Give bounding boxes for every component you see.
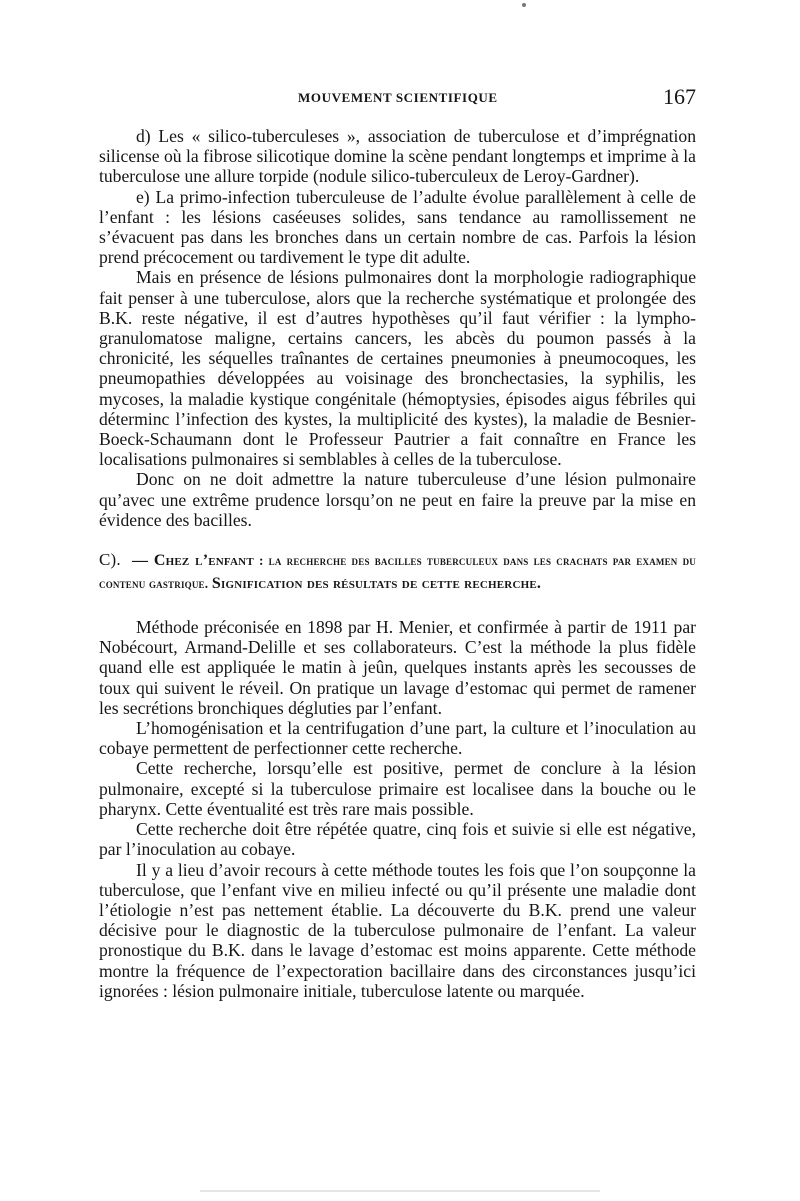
paragraph-repetition: Cette recherche doit être répétée quatre, cinq fois et suivie si elle est négative, par l’inoculation au cobaye. (99, 819, 696, 860)
paragraph-primo-infection-adulte: e) La primo-infection tuberculeuse de l’adulte évolue parallèlement à celle de l’enfant : les lésions caséeuses solides, sans tendance au ramollissement ne s’évacuent pas dans les bronches dans un certain nombre de cas. Parfois la lésion prend précocement ou tardivement le type dit adulte. (99, 186, 696, 268)
page-header (100, 84, 696, 116)
section-heading (99, 548, 696, 595)
section-number: C). (99, 550, 121, 570)
paragraph-recherche-positive: Cette recherche, lorsqu’elle est positive, permet de conclure à la lésion pulmonaire, excepté si la tuberculose primaire est localisee dans la bouche ou le pharynx. Cette éventualité est très rare mais possible. (99, 758, 696, 819)
paragraph-recours-methode: Il y a lieu d’avoir recours à cette méthode toutes les fois que l’on soupçonne la tuberculose, que l’enfant vive en milieu infecté ou qu’il présente une maladie dont l’étiologie n’est pas nettement établie. La découverte du B.K. prend une valeur décisive pour le diagnostic de la tuberculose pulmonaire de l’enfant. La valeur pronostique du B.K. dans le lavage d’estomac est moins apparente. Cette méthode montre la fréquence de l’expectoration bacillaire dans des circonstances jusqu’ici ignorées : lésion pulmonaire initiale, tuberculose latente ou marquée. (99, 859, 696, 1001)
section-title-part2: : la recherche des bacilles tuberculeux dans les crachats par examen du contenu gastrique. (99, 553, 696, 592)
paragraph-prudence: Donc on ne doit admettre la nature tuberculeuse d’une lésion pulmonaire qu’avec une extrême prudence lorsqu’on ne peut en faire la preuve par la mise en évidence des bacilles. (99, 469, 696, 530)
paragraph-homogenisation: L’homogénisation et la centrifugation d’une part, la culture et l’inoculation au cobaye permettent de perfectionner cette recherche. (99, 718, 696, 759)
page-number: 167 (663, 84, 696, 109)
running-title: MOUVEMENT SCIENTIFIQUE (298, 90, 498, 105)
paragraph-silico-tuberculoses: d) Les « silico-tuberculeses », association de tuberculose et d’imprégnation silicense où la fibrose silicotique domine la scène pendant longtemps et imprime à la tuberculose une allure torpide (nodule silico-tuberculeux de Leroy-Gardner). (99, 126, 696, 187)
section-title-part1: — Chez l’enfant (131, 552, 254, 570)
bottom-edge-shadow (200, 1190, 600, 1192)
page-speck (522, 3, 526, 7)
paragraph-diagnostic-differentiel: Mais en présence de lésions pulmonaires dont la morphologie radiographique fait penser à une tuberculose, alors que la recherche systématique et prolongée des B.K. reste négative, il est d’autres hypothèses qu’il faut vérifier : la lympho-granulomatose maligne, certains cancers, les abcès du poumon passés à la chronicité, les séquelles traînantes de certaines pneumonies à pneumocoques, les pneumopathies développées au voisinage des bronchectasies, la syphilis, les mycoses, la maladie kystique congénitale (hémoptysies, épisodes aigus fébriles qui déterminc l’infection des kystes, la multiplicité des kystes), la maladie de Besnier-Boeck-Schaumann dont le Professeur Pautrier a fait connaître en France les localisations pulmonaires si semblables à celles de la tuberculose. (99, 267, 696, 470)
paragraph-methode: Méthode préconisée en 1898 par H. Menier, et confirmée à partir de 1911 par Nobécourt, Armand-Delille et ses collaborateurs. C’est la méthode la plus fidèle quand elle est appliquée le matin à jeûn, quelques instants après les secousses de toux qui suivent le réveil. On pratique un lavage d’estomac qui permet de ramener les secrétions bronchiques dégluties par l’enfant. (99, 617, 696, 718)
page-body (99, 126, 696, 1001)
section-title-part3: Signification des résultats de cette recherche. (211, 575, 542, 593)
